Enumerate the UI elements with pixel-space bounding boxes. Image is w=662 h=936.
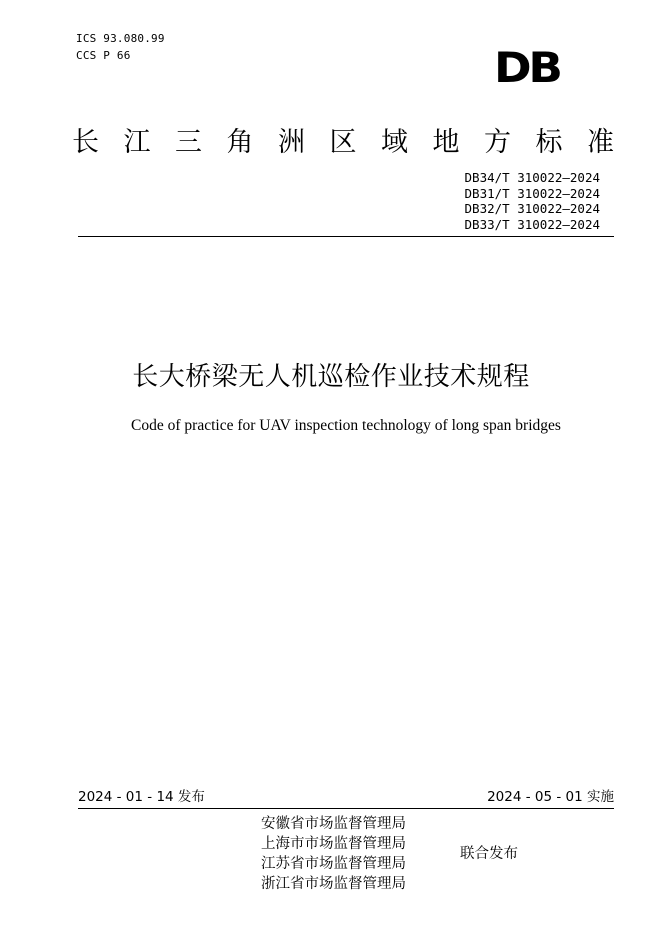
implement-date: 2024 - 05 - 01 实施	[487, 789, 614, 805]
title-char: 区	[329, 127, 357, 158]
issuer-name: 安徽省市场监督管理局	[261, 816, 406, 832]
title-char: 洲	[278, 127, 305, 158]
issuer-name: 江苏省市场监督管理局	[261, 856, 406, 872]
standard-code: DB33/T 310022—2024	[464, 216, 600, 232]
title-char: 准	[587, 127, 614, 158]
joint-release-label: 联合发布	[460, 846, 518, 862]
ics-code: ICS 93.080.99	[76, 32, 165, 45]
top-divider	[78, 236, 614, 237]
db-logo: DB	[494, 43, 560, 92]
title-char: 地	[432, 127, 460, 158]
title-char: 长	[72, 127, 99, 158]
standard-codes	[465, 170, 600, 232]
title-char: 标	[535, 127, 563, 158]
standard-code: DB31/T 310022—2024	[464, 185, 600, 201]
issuer-name: 浙江省市场监督管理局	[261, 876, 406, 892]
standard-code: DB32/T 310022—2024	[464, 201, 600, 216]
title-char: 角	[226, 127, 254, 158]
bottom-divider	[78, 808, 614, 809]
title-char: 三	[175, 127, 202, 158]
publish-date: 2024 - 01 - 14 发布	[78, 789, 205, 805]
standard-category-title	[72, 126, 614, 160]
ccs-code: CCS P 66	[76, 49, 131, 62]
title-char: 江	[123, 127, 151, 158]
title-char: 域	[381, 127, 408, 158]
title-char: 方	[484, 127, 511, 158]
document-subtitle: Code of practice for UAV inspection technology of long span bridges	[131, 417, 561, 434]
standard-code: DB34/T 310022—2024	[464, 170, 600, 185]
issuer-name: 上海市市场监督管理局	[261, 836, 406, 852]
document-title: 长大桥梁无人机巡检作业技术规程	[132, 362, 530, 392]
issuer-list	[261, 814, 406, 894]
